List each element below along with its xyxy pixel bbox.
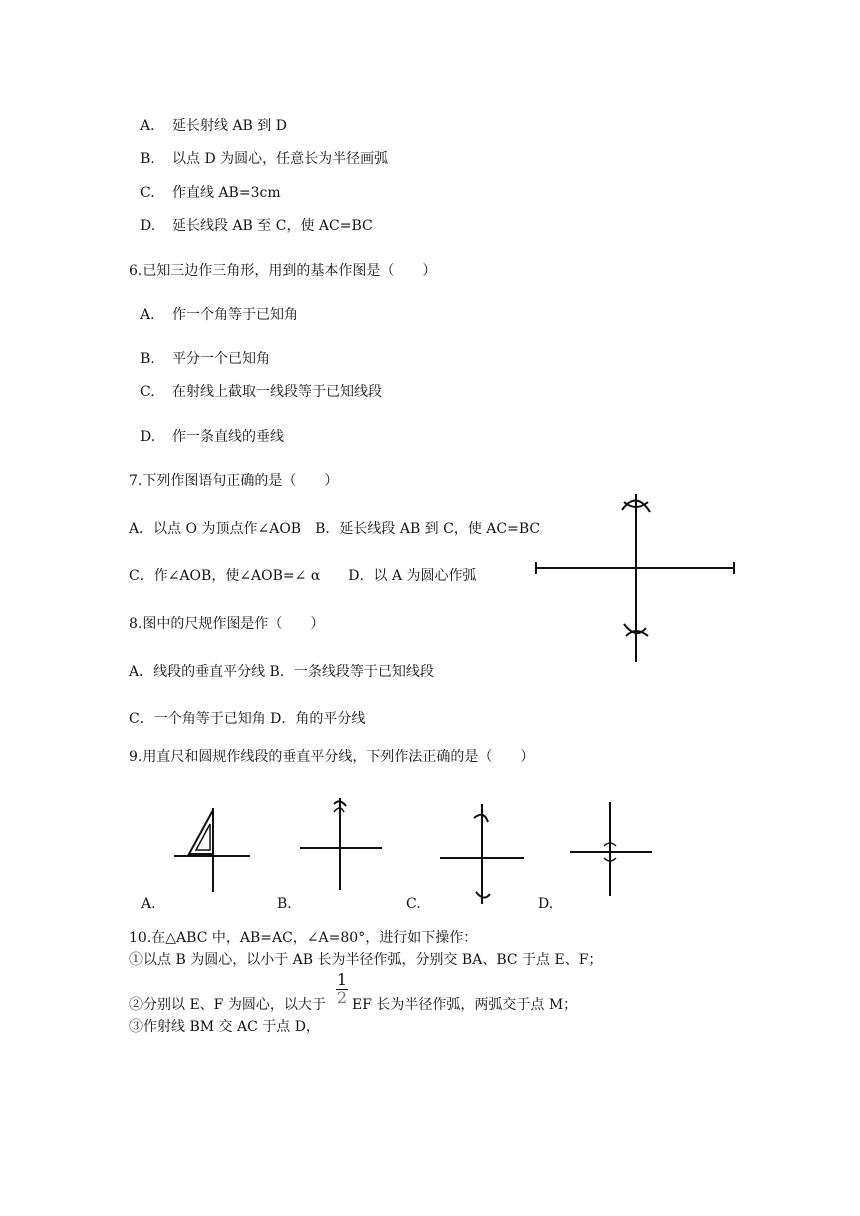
q9-figure-b [296,794,386,894]
q10-step-2-before: ②分别以 E、F 为圆心，以大于 [129,997,326,1013]
q6-stem: 6.已知三边作三角形，用到的基本作图是（ ） [129,263,437,279]
q8-stem: 8.图中的尺规作图是作（ ） [129,616,325,632]
q7-options-line-2: C．作∠AOB，使∠AOB=∠ α D．以 A 为圆心作弧 [129,568,477,584]
q9-label-a: A. [141,896,156,912]
q8-options-line-1: A．线段的垂直平分线 B．一条线段等于已知线段 [129,664,434,680]
q6-option-c-letter: C. [140,384,155,400]
q10-step-1: ①以点 B 为圆心，以小于 AB 长为半径作弧，分别交 BA、BC 于点 E、F； [129,952,603,968]
q5-option-a-letter: A. [140,118,155,134]
q8-options-line-2: C．一个角等于已知角 D．角的平分线 [129,711,366,727]
fraction-numerator: 1 [336,970,348,989]
q5-option-c-text: 作直线 AB=3cm [172,185,281,201]
q9-figure-a [170,800,260,895]
q6-option-b-letter: B. [140,351,155,367]
q9-label-d: D. [538,896,554,912]
q5-option-b-letter: B. [140,151,155,167]
q6-option-d-letter: D. [140,429,156,445]
q5-option-a-text: 延长射线 AB 到 D [172,118,287,134]
q10-step-2-after: EF 长为半径作弧，两弧交于点 M； [352,997,578,1013]
q10-stem: 10.在△ABC 中，AB=AC，∠A=80°，进行如下操作： [129,930,478,946]
q9-figure-d [566,800,656,900]
q8-construction-figure [530,490,740,670]
q9-figure-c [436,800,528,910]
q6-option-d-text: 作一条直线的垂线 [172,429,284,445]
q6-option-c-text: 在射线上截取一线段等于已知线段 [172,384,382,400]
q9-label-c: C. [406,896,421,912]
q9-label-b: B. [277,896,292,912]
q5-option-d-letter: D. [140,218,156,234]
q9-stem: 9.用直尺和圆规作线段的垂直平分线，下列作法正确的是（ ） [129,749,535,765]
q10-step-3: ③作射线 BM 交 AC 于点 D， [129,1019,320,1035]
q6-option-b-text: 平分一个已知角 [172,351,270,367]
q5-option-d-text: 延长线段 AB 至 C，使 AC=BC [172,218,373,234]
q5-option-b-text: 以点 D 为圆心，任意长为半径画弧 [172,151,389,167]
q6-option-a-text: 作一个角等于已知角 [172,307,298,323]
q7-stem: 7.下列作图语句正确的是（ ） [129,473,339,489]
fraction-denominator: 2 [336,988,348,1007]
q7-options-line-1: A．以点 O 为顶点作∠AOB B．延长线段 AB 到 C，使 AC=BC [129,521,541,537]
q6-option-a-letter: A. [140,307,155,323]
q5-option-c-letter: C. [140,185,155,201]
